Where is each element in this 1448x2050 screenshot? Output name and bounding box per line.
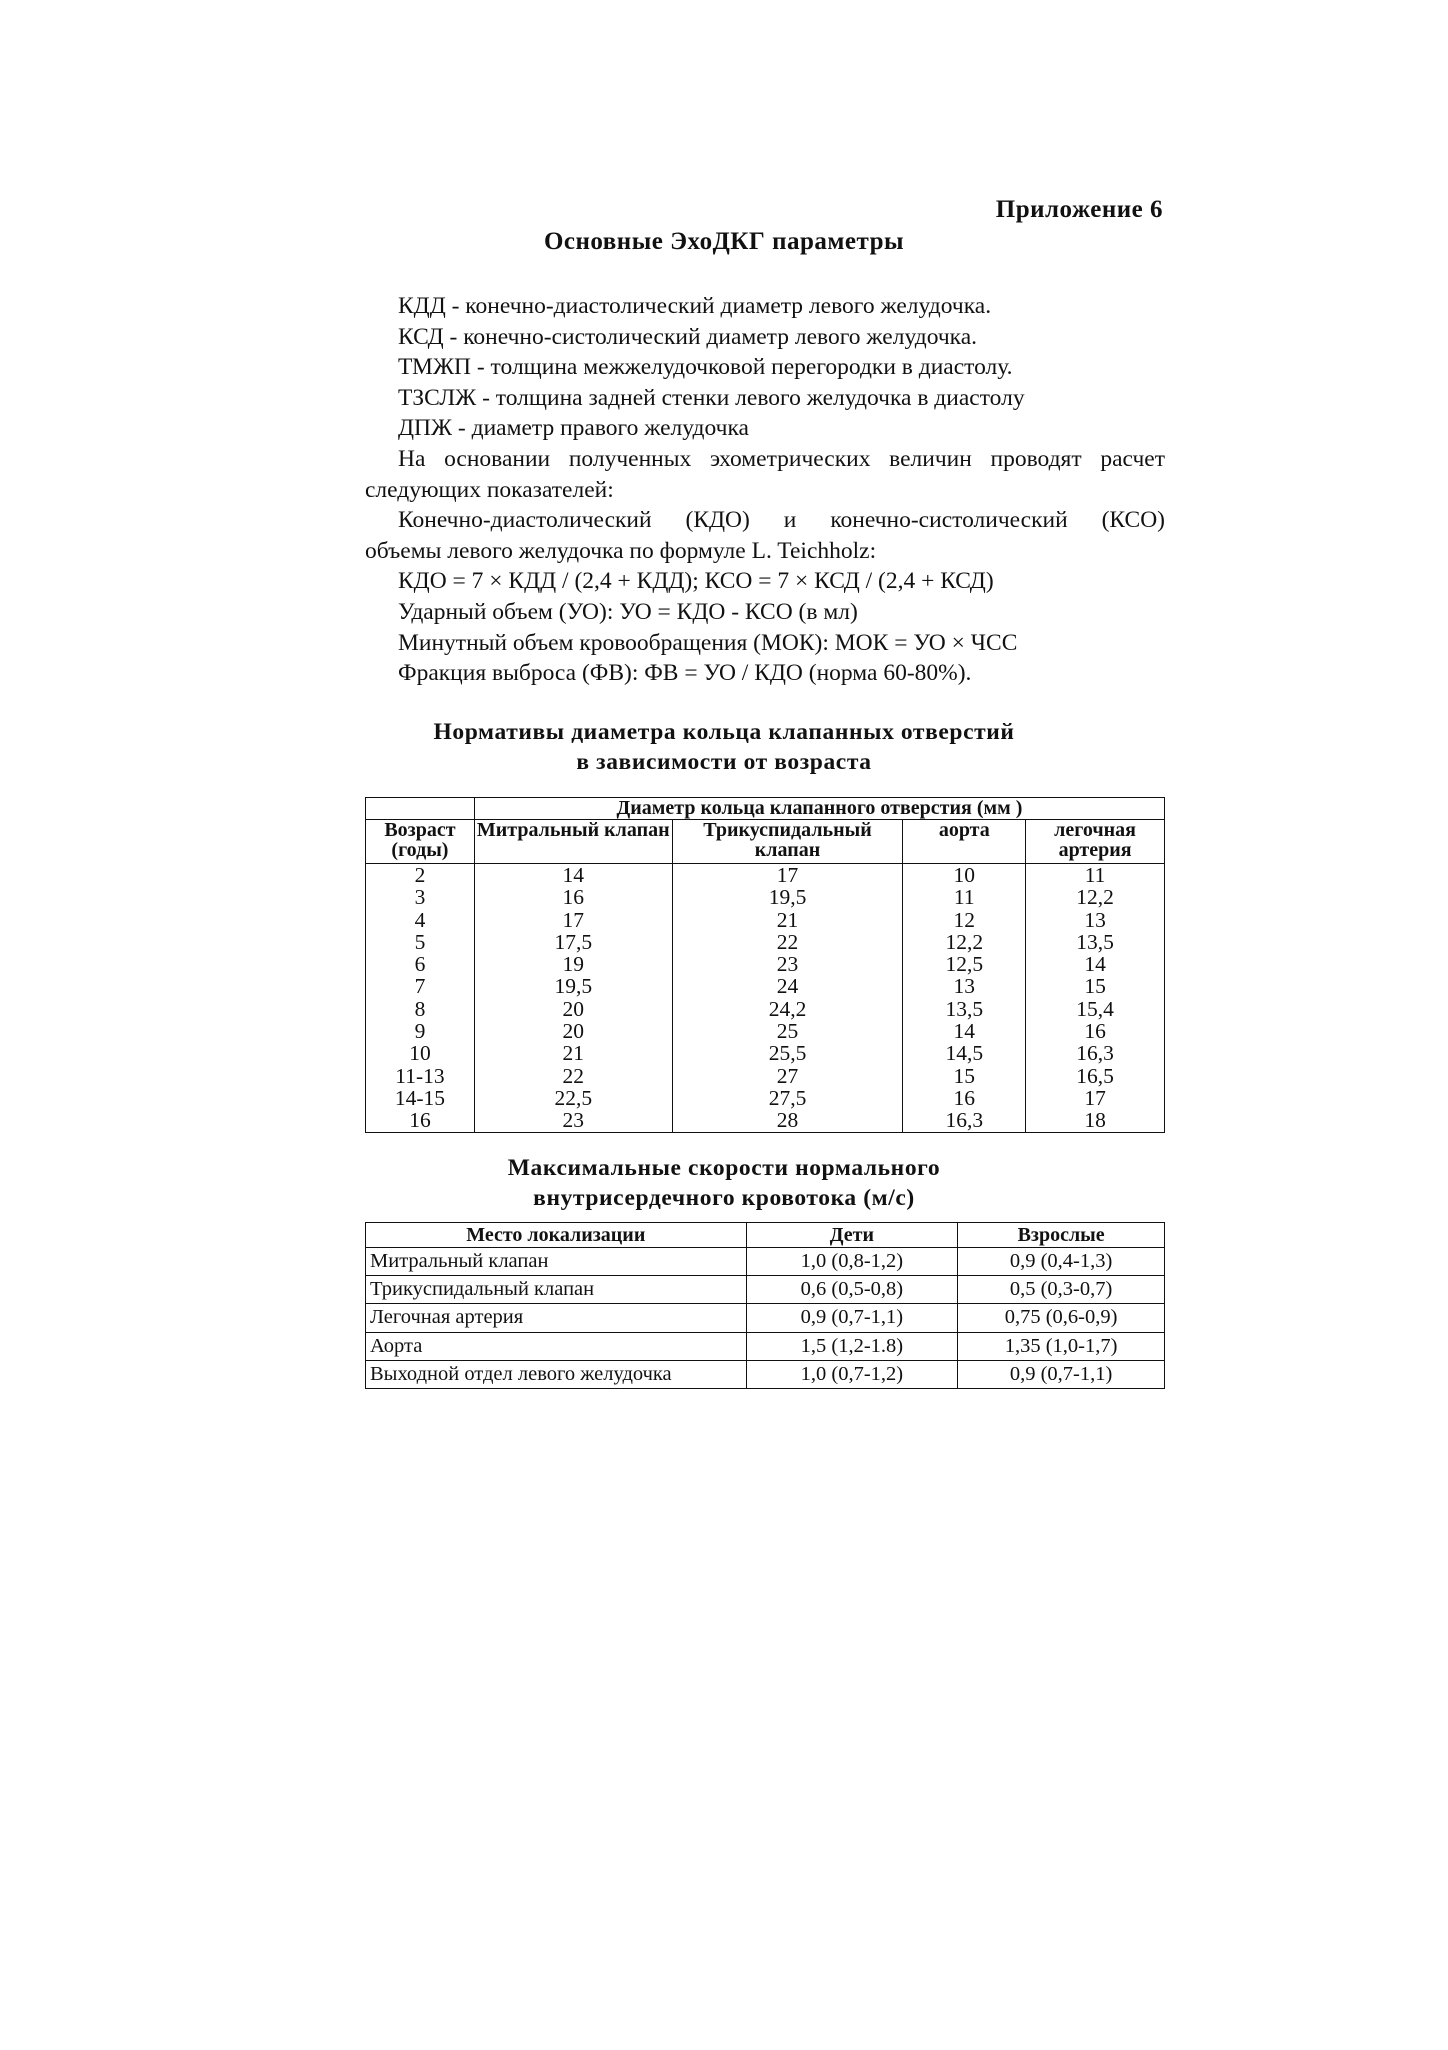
velocity-table-title-line2: внутрисердечного кровотока (м/с) — [533, 1185, 915, 1211]
cell-tricuspid: 22 — [672, 931, 903, 953]
cell-mitral: 19 — [474, 953, 672, 975]
table-header-age: Возраст (годы) — [366, 820, 475, 864]
cell-mitral: 20 — [474, 1020, 672, 1042]
cell-children: 1,0 (0,7-1,2) — [746, 1360, 958, 1388]
cell-age: 2 — [366, 864, 475, 887]
cell-pulmonary: 15 — [1026, 975, 1165, 997]
cell-aorta: 15 — [903, 1065, 1026, 1087]
appendix-label: Приложение 6 — [995, 196, 1163, 223]
table-row — [366, 1360, 1165, 1388]
formula-uo: Ударный объем (УО): УО = КДО - КСО (в мл) — [398, 598, 858, 625]
cell-mitral: 17,5 — [474, 931, 672, 953]
definition-dpzh: ДПЖ - диаметр правого желудочка — [398, 415, 749, 442]
cell-place: Выходной отдел левого желудочка — [366, 1360, 747, 1388]
cell-children: 1,5 (1,2-1.8) — [746, 1332, 958, 1360]
valve-diameter-table — [365, 797, 1165, 1133]
cell-tricuspid: 25,5 — [672, 1042, 903, 1064]
cell-adults: 0,9 (0,4-1,3) — [958, 1248, 1165, 1276]
cell-pulmonary: 15,4 — [1026, 998, 1165, 1020]
cell-age: 9 — [366, 1020, 475, 1042]
cell-place: Аорта — [366, 1332, 747, 1360]
paragraph-line: объемы левого желудочка по формуле L. Teichholz: — [365, 537, 877, 564]
table-row — [366, 1065, 1165, 1087]
formula-kdo-kso: КДО = 7 × КДД / (2,4 + КДД); КСО = 7 × КСД / (2,4 + КСД) — [398, 568, 994, 595]
paragraph-line: Конечно-диастолический (КДО) и конечно-систолический (КСО) — [398, 507, 1165, 534]
cell-mitral: 23 — [474, 1109, 672, 1132]
cell-pulmonary: 14 — [1026, 953, 1165, 975]
table-row — [366, 1332, 1165, 1360]
cell-age: 14-15 — [366, 1087, 475, 1109]
cell-pulmonary: 12,2 — [1026, 886, 1165, 908]
cell-mitral: 14 — [474, 864, 672, 887]
cell-pulmonary: 13 — [1026, 909, 1165, 931]
diameter-table-title-line2: в зависимости от возраста — [576, 749, 872, 775]
cell-place: Трикуспидальный клапан — [366, 1276, 747, 1304]
cell-tricuspid: 24 — [672, 975, 903, 997]
definition-ksd: КСД - конечно-систолический диаметр левого желудочка. — [398, 323, 978, 350]
cell-mitral: 16 — [474, 886, 672, 908]
table-header-empty — [366, 798, 475, 820]
table-header-group: Диаметр кольца клапанного отверстия (мм ) — [474, 798, 1164, 820]
cell-mitral: 21 — [474, 1042, 672, 1064]
table-header-pulmonary: легочная артерия — [1026, 820, 1165, 864]
cell-mitral: 22 — [474, 1065, 672, 1087]
cell-age: 3 — [366, 886, 475, 908]
cell-age: 11-13 — [366, 1065, 475, 1087]
table-row — [366, 975, 1165, 997]
cell-pulmonary: 13,5 — [1026, 931, 1165, 953]
cell-aorta: 12,5 — [903, 953, 1026, 975]
table-header-place: Место локализации — [366, 1223, 747, 1248]
table-header-mitral: Митральный клапан — [474, 820, 672, 864]
paragraph-line: следующих показателей: — [365, 476, 614, 503]
cell-aorta: 13 — [903, 975, 1026, 997]
table-row — [366, 864, 1165, 887]
table-row — [366, 1109, 1165, 1132]
cell-age: 4 — [366, 909, 475, 931]
cell-pulmonary: 16 — [1026, 1020, 1165, 1042]
cell-tricuspid: 27 — [672, 1065, 903, 1087]
cell-tricuspid: 21 — [672, 909, 903, 931]
cell-adults: 0,5 (0,3-0,7) — [958, 1276, 1165, 1304]
diameter-table-title-line1: Нормативы диаметра кольца клапанных отверстий — [433, 719, 1015, 745]
cell-age: 16 — [366, 1109, 475, 1132]
cell-aorta: 16 — [903, 1087, 1026, 1109]
table-row — [366, 1276, 1165, 1304]
cell-children: 0,6 (0,5-0,8) — [746, 1276, 958, 1304]
cell-tricuspid: 24,2 — [672, 998, 903, 1020]
cell-age: 5 — [366, 931, 475, 953]
diameter-table-title — [0, 717, 1448, 777]
cell-mitral: 20 — [474, 998, 672, 1020]
cell-aorta: 14 — [903, 1020, 1026, 1042]
cell-age: 7 — [366, 975, 475, 997]
velocity-table-title-line1: Максимальные скорости нормального — [507, 1155, 941, 1181]
page-title: Основные ЭхоДКГ параметры — [543, 228, 905, 255]
paragraph-line: На основании полученных эхометрических величин проводят расчет — [398, 445, 1165, 472]
cell-pulmonary: 11 — [1026, 864, 1165, 887]
table-header-aorta: аорта — [903, 820, 1026, 864]
formula-mok: Минутный объем кровообращения (МОК): МОК = УО × ЧСС — [398, 629, 1018, 656]
cell-aorta: 12 — [903, 909, 1026, 931]
table-row — [366, 1020, 1165, 1042]
cell-pulmonary: 18 — [1026, 1109, 1165, 1132]
cell-pulmonary: 17 — [1026, 1087, 1165, 1109]
cell-adults: 1,35 (1,0-1,7) — [958, 1332, 1165, 1360]
cell-pulmonary: 16,3 — [1026, 1042, 1165, 1064]
table-row — [366, 931, 1165, 953]
cell-tricuspid: 28 — [672, 1109, 903, 1132]
table-row — [366, 1248, 1165, 1276]
table-header-children: Дети — [746, 1223, 958, 1248]
table-header-adults: Взрослые — [958, 1223, 1165, 1248]
cell-tricuspid: 19,5 — [672, 886, 903, 908]
cell-age: 10 — [366, 1042, 475, 1064]
cell-tricuspid: 17 — [672, 864, 903, 887]
cell-place: Легочная артерия — [366, 1304, 747, 1332]
cell-mitral: 17 — [474, 909, 672, 931]
cell-place: Митральный клапан — [366, 1248, 747, 1276]
table-row — [366, 886, 1165, 908]
definition-tzslzh: ТЗСЛЖ - толщина задней стенки левого желудочка в диастолу — [398, 384, 1025, 411]
cell-aorta: 11 — [903, 886, 1026, 908]
cell-children: 1,0 (0,8-1,2) — [746, 1248, 958, 1276]
velocity-table-title — [0, 1153, 1448, 1213]
definition-kdd: КДД - конечно-диастолический диаметр левого желудочка. — [398, 293, 992, 319]
blood-flow-velocity-table — [365, 1222, 1165, 1389]
cell-aorta: 14,5 — [903, 1042, 1026, 1064]
formula-fv: Фракция выброса (ФВ): ФВ = УО / КДО (норма 60-80%). — [398, 660, 972, 687]
table-row — [366, 953, 1165, 975]
cell-tricuspid: 25 — [672, 1020, 903, 1042]
cell-tricuspid: 23 — [672, 953, 903, 975]
definitions-and-formulas — [365, 291, 1165, 689]
cell-tricuspid: 27,5 — [672, 1087, 903, 1109]
cell-children: 0,9 (0,7-1,1) — [746, 1304, 958, 1332]
cell-aorta: 13,5 — [903, 998, 1026, 1020]
cell-age: 8 — [366, 998, 475, 1020]
table-header-tricuspid: Трикуспидальный клапан — [672, 820, 903, 864]
cell-mitral: 19,5 — [474, 975, 672, 997]
table-row — [366, 998, 1165, 1020]
cell-adults: 0,9 (0,7-1,1) — [958, 1360, 1165, 1388]
cell-adults: 0,75 (0,6-0,9) — [958, 1304, 1165, 1332]
cell-pulmonary: 16,5 — [1026, 1065, 1165, 1087]
table-row — [366, 1304, 1165, 1332]
table-row — [366, 1087, 1165, 1109]
cell-mitral: 22,5 — [474, 1087, 672, 1109]
definition-tmzhp: ТМЖП - толщина межжелудочковой перегородки в диастолу. — [398, 354, 1013, 381]
cell-aorta: 12,2 — [903, 931, 1026, 953]
cell-age: 6 — [366, 953, 475, 975]
cell-aorta: 16,3 — [903, 1109, 1026, 1132]
table-row — [366, 1042, 1165, 1064]
table-row — [366, 909, 1165, 931]
cell-aorta: 10 — [903, 864, 1026, 887]
